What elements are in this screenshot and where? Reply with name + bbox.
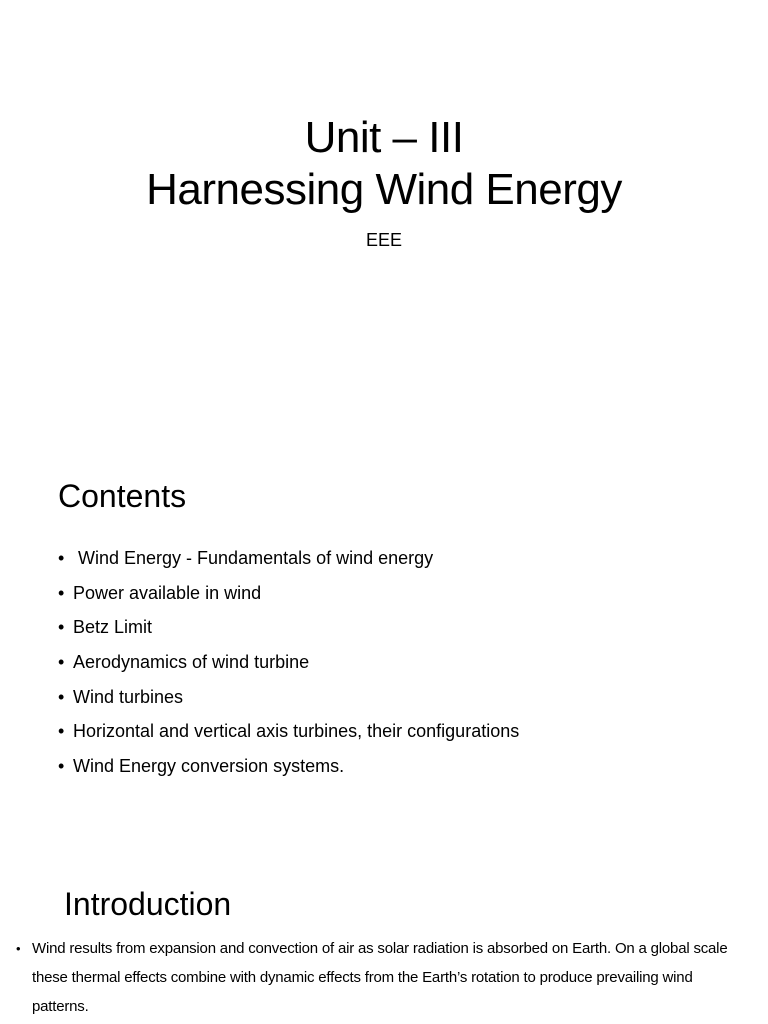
contents-slide [0,430,768,830]
slide-subtitle: EEE [365,230,403,250]
contents-item [58,720,519,755]
contents-item-text: Horizontal and vertical axis turbines, their configurations [73,721,520,742]
contents-item-text: Wind Energy conversion systems. [73,756,345,777]
bullet-icon: • [16,941,21,956]
contents-item [58,616,519,651]
contents-item [58,582,519,617]
introduction-item [16,934,752,1021]
introduction-slide [0,870,768,1024]
contents-item-text: Power available in wind [73,582,262,603]
bullet-icon: • [58,686,65,707]
contents-heading: Contents [58,478,187,514]
contents-item [58,686,519,721]
introduction-list [16,934,752,1021]
bullet-icon: • [58,548,65,568]
contents-item [58,651,519,686]
bullet-icon: • [58,582,65,603]
contents-item-text: Wind Energy - Fundamentals of wind energy [73,548,434,568]
bullet-icon: • [58,721,65,742]
bullet-icon: • [58,756,65,777]
title-line-topic: Harnessing Wind Energy [146,165,622,214]
contents-item [58,755,519,790]
introduction-item-text: Wind results from expansion and convection of air as solar radiation is absorbed on Earth. On a global scale these thermal effects combine with dynamic effects from the Earth’s rotation to produce prevailing wind patterns. [32,940,728,1015]
title-slide [0,0,768,430]
slide-title [0,112,768,216]
contents-item-text: Wind turbines [73,686,184,707]
title-line-unit: Unit – III [304,113,464,162]
bullet-icon: • [58,617,65,638]
contents-item-text: Aerodynamics of wind turbine [73,652,310,673]
contents-item-text: Betz Limit [73,617,153,638]
contents-item [58,547,519,582]
contents-list [58,547,519,790]
introduction-heading: Introduction [64,886,232,922]
bullet-icon: • [58,652,65,673]
